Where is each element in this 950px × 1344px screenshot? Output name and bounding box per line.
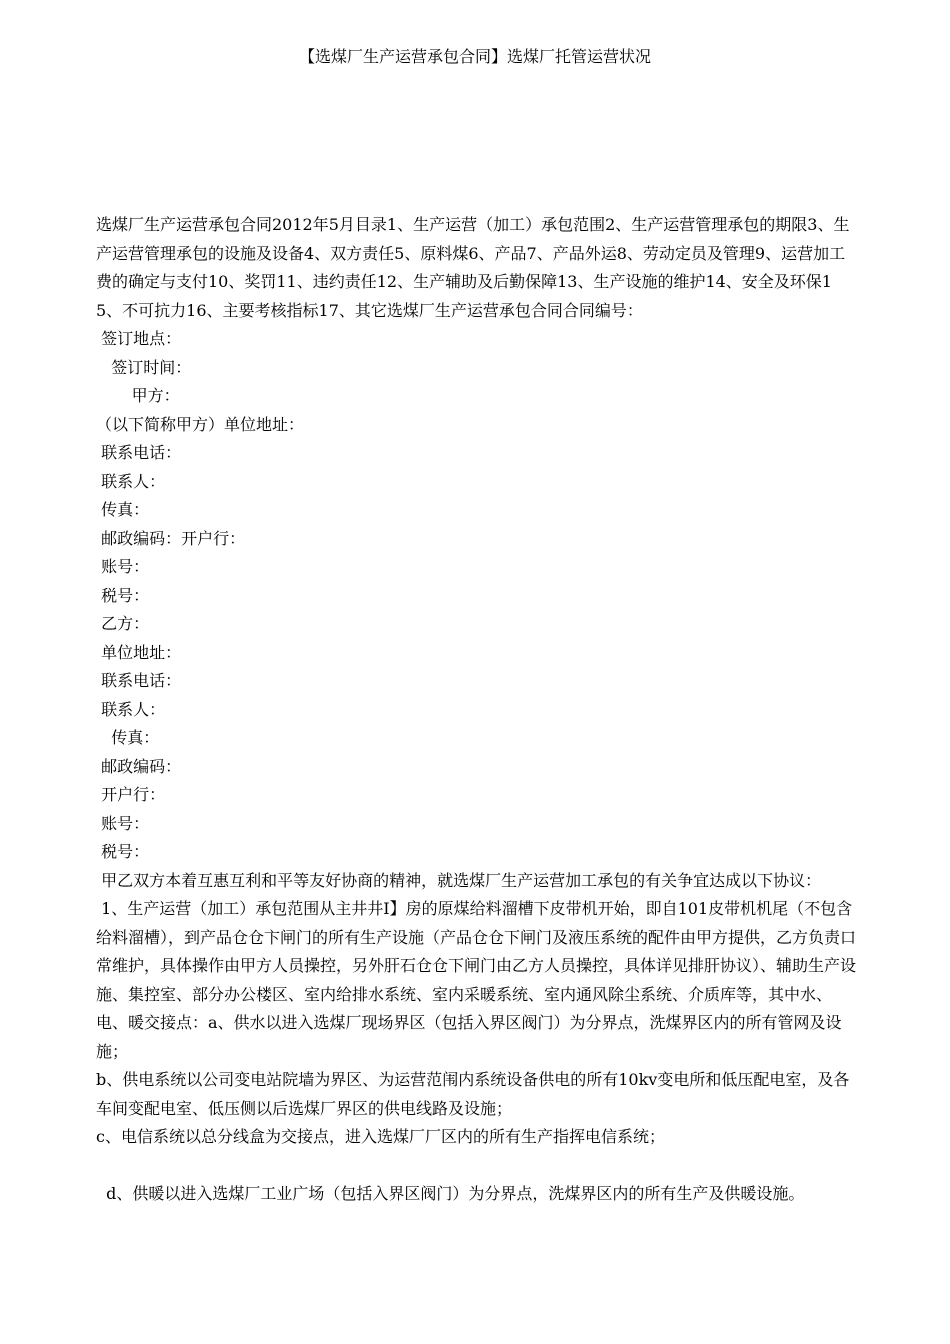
- sign-time: 签订时间：: [96, 357, 192, 377]
- party-a-postcode-bank: 邮政编码：开户行：: [96, 528, 246, 548]
- party-a-fax: 传真：: [96, 500, 150, 519]
- party-b-address: 单位地址：: [96, 642, 182, 662]
- item-d-paragraph: d、供暖以进入选煤厂工业广场（包括入界区阀门）为分界点，洗煤界区内的所有生产及供暖设施。: [96, 1183, 805, 1203]
- party-b-account: 账号：: [96, 813, 150, 833]
- party-a: 甲方：: [96, 386, 180, 405]
- party-b-postcode: 邮政编码：: [96, 756, 182, 776]
- party-a-contact: 联系人：: [96, 471, 166, 491]
- document-body: [96, 211, 856, 1208]
- party-a-address: （以下简称甲方）单位地址：: [96, 414, 305, 434]
- item-c-paragraph: c、电信系统以总分线盒为交接点，进入选煤厂厂区内的所有生产指挥电信系统；: [96, 1127, 665, 1146]
- agreement-paragraph: 甲乙双方本着互惠互利和平等友好协商的精神，就选煤厂生产运营加工承包的有关争宜达成以下协议：: [96, 870, 822, 890]
- party-a-tax: 税号：: [96, 585, 150, 605]
- party-b-fax: 传真：: [96, 728, 160, 747]
- paragraph-gap: [96, 1152, 856, 1180]
- item-b-paragraph: b、供电系统以公司变电站院墙为界区、为运营范闱内系统设备供电的所有10kv变电所和低压配电室，及各车间变配电室、低压侧以后选煤厂界区的供电线路及设施；: [96, 1070, 850, 1118]
- party-b-contact: 联系人：: [96, 699, 166, 719]
- party-a-phone: 联系电话：: [96, 443, 182, 462]
- page-header: 【选煤厂生产运营承包合同】选煤厂托管运营状况: [298, 47, 651, 66]
- party-b-tax: 税号：: [96, 842, 150, 861]
- party-b: 乙方：: [96, 614, 150, 633]
- sign-place: 签订地点：: [96, 329, 182, 348]
- party-a-account: 账号：: [96, 557, 150, 576]
- party-b-bank: 开户行：: [96, 785, 166, 804]
- section-1-paragraph: 1、生产运营（加工）承包范围从主井井I】房的原煤给料溜槽下皮带机开始，即自101皮带机机尾（不包含给料溜槽），到产品仓仓卞闸门的所有生产设施（产品仓仓下闸门及液压系统的配件由甲方提供，乙方负责口常维护，具体操作由甲方人员操控，另外肝石仓仓下闸门由乙方人员操控，具体详见排肝协议）、辅助生产设施、集控室、部分办公楼区、室内给排水系统、室内采暖系统、室内通风除尘系统、介质库等，其中水、电、暖交接点：a、供水以进入选煤厂现场界区（包括入界区阀门）为分界点，洗煤界区内的所有管网及设施；: [96, 899, 857, 1061]
- contract-intro: 选煤厂生产运营承包合同2012年5月目录1、生产运营（加工）承包范围2、生产运营管理承包的期限3、生产运营管理承包的设施及设备4、双方责任5、原料煤6、产品7、产品外运8、劳动定员及管理9、运营加工费的确定与支付10、奖罚11、违约责任12、生产辅助及后勤保障13、生产设施的维护14、安全及环保15、不可抗力16、主要考核指标17、其它选煤厂生产运营承包合同合同编号：: [96, 215, 850, 320]
- party-b-phone: 联系电话：: [96, 671, 182, 690]
